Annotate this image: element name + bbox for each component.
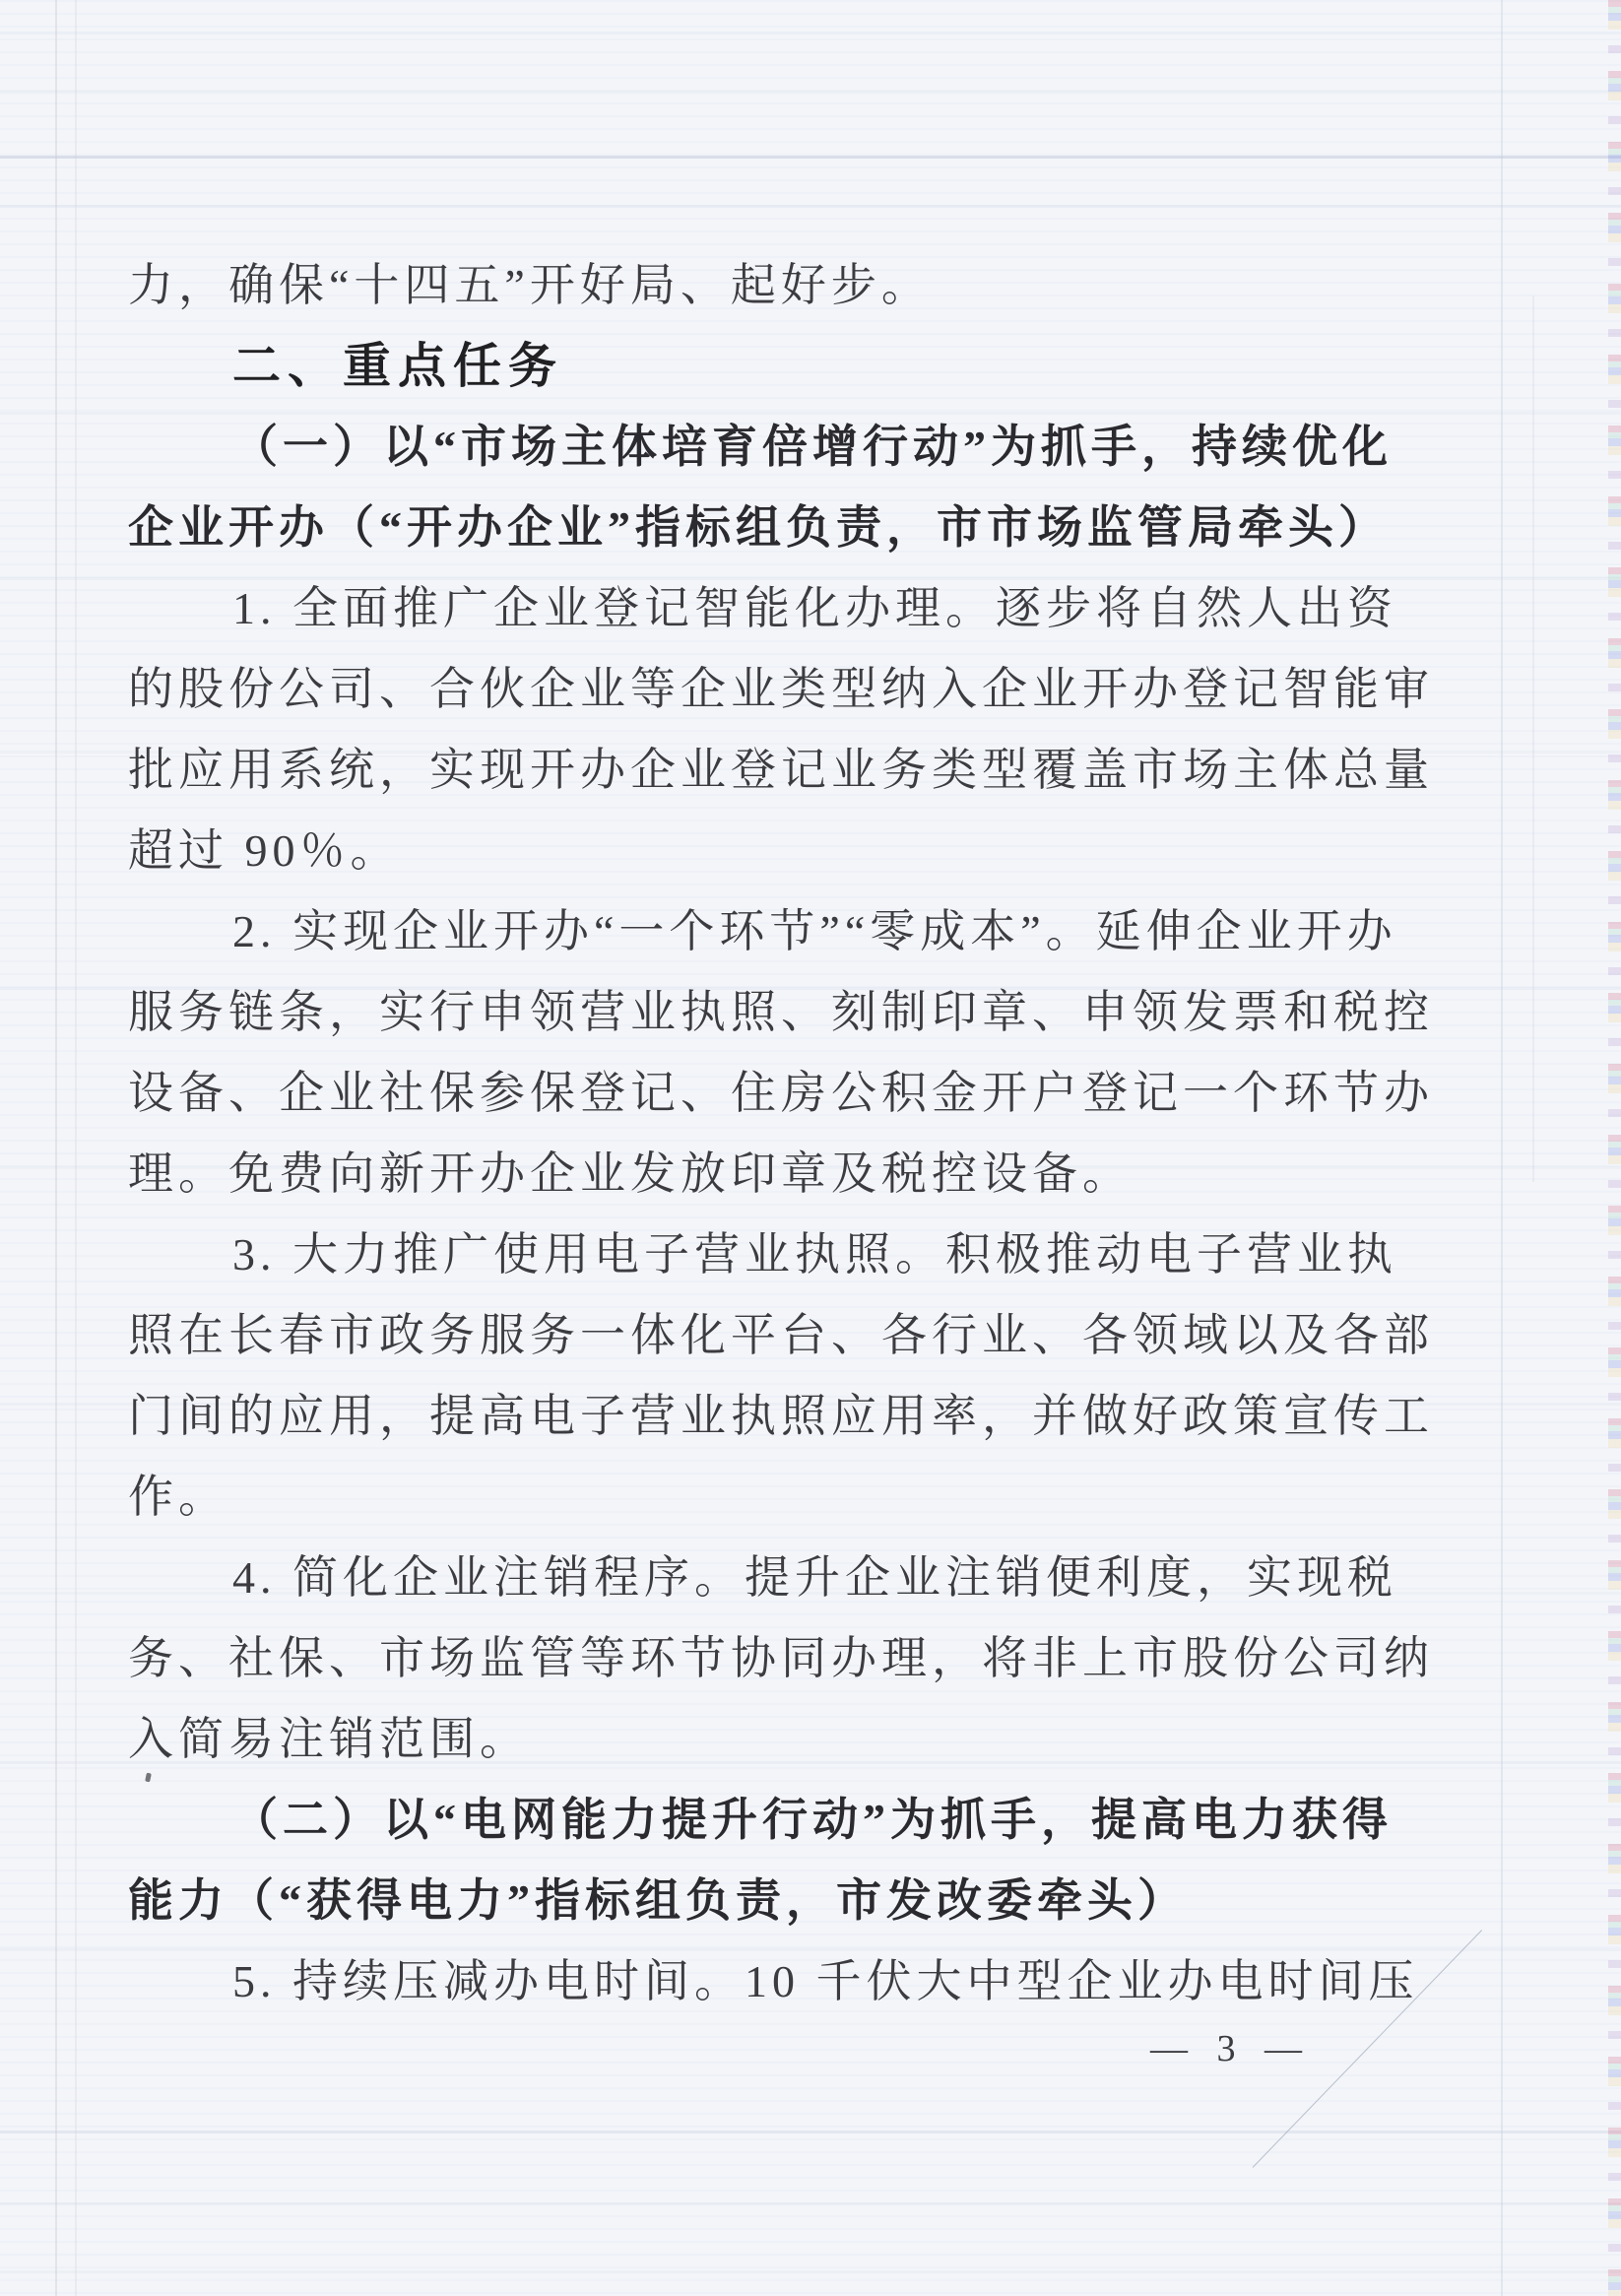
text-line: 力，确保“十四五”开好局、起好步。 (128, 260, 932, 310)
text-line: 理。免费向新开办企业发放印章及税控设备。 (128, 1148, 1133, 1199)
document-text (128, 245, 1499, 2022)
scan-vertical-line (1532, 295, 1534, 1182)
scan-streak (0, 32, 1621, 34)
text-line: 入简易注销范围。 (128, 1714, 530, 1764)
scan-streak (0, 2270, 1621, 2273)
text-line: 设备、企业社保参保登记、住房公积金开户登记一个环节办 (128, 1068, 1434, 1118)
text-line: （二）以“电网能力提升行动”为抓手，提高电力获得 (232, 1795, 1393, 1845)
scan-vertical-line (75, 0, 77, 2296)
page-number: — 3 — (1150, 2028, 1312, 2069)
text-line: 门间的应用，提高电子营业执照应用率，并做好政策宣传工 (128, 1391, 1434, 1441)
text-line: 二、重点任务 (232, 340, 564, 393)
text-line: 5. 持续压减办电时间。10 千伏大中型企业办电时间压 (232, 1956, 1419, 2006)
text-line: （一）以“市场主体培育倍增行动”为抓手，持续优化 (232, 422, 1393, 472)
scan-streak (0, 91, 1621, 94)
text-line: 3. 大力推广使用电子营业执照。积极推动电子营业执 (232, 1229, 1397, 1279)
text-line: 企业开办（“开办企业”指标组负责，市市场监管局牵头） (128, 502, 1389, 553)
scan-edge-noise (1608, 0, 1621, 2296)
scan-vertical-line (1501, 0, 1503, 2296)
text-line: 1. 全面推广企业登记智能化办理。逐步将自然人出资 (232, 583, 1397, 633)
text-line: 务、社保、市场监管等环节协同办理，将非上市股份公司纳 (128, 1633, 1434, 1683)
text-line: 的股份公司、合伙企业等企业类型纳入企业开办登记智能审 (128, 664, 1434, 714)
text-line: 2. 实现企业开办“一个环节”“零成本”。延伸企业开办 (232, 906, 1397, 956)
text-line: 作。 (128, 1472, 228, 1522)
scan-streak (0, 205, 1621, 208)
text-line: 批应用系统，实现开办企业登记业务类型覆盖市场主体总量 (128, 745, 1434, 795)
text-line: 超过 90％。 (128, 825, 401, 876)
text-line: 能力（“获得电力”指标组负责，市发改委牵头） (128, 1875, 1188, 1926)
scan-streak (0, 2131, 1621, 2133)
text-line: 照在长春市政务服务一体化平台、各行业、各领域以及各部 (128, 1310, 1434, 1360)
text-line: 4. 简化企业注销程序。提升企业注销便利度，实现税 (232, 1552, 1397, 1603)
scan-streak (0, 2202, 1621, 2205)
scan-streak (0, 156, 1621, 159)
text-line: 服务链条，实行申领营业执照、刻制印章、申领发票和税控 (128, 987, 1434, 1037)
scan-vertical-line (55, 0, 57, 2296)
